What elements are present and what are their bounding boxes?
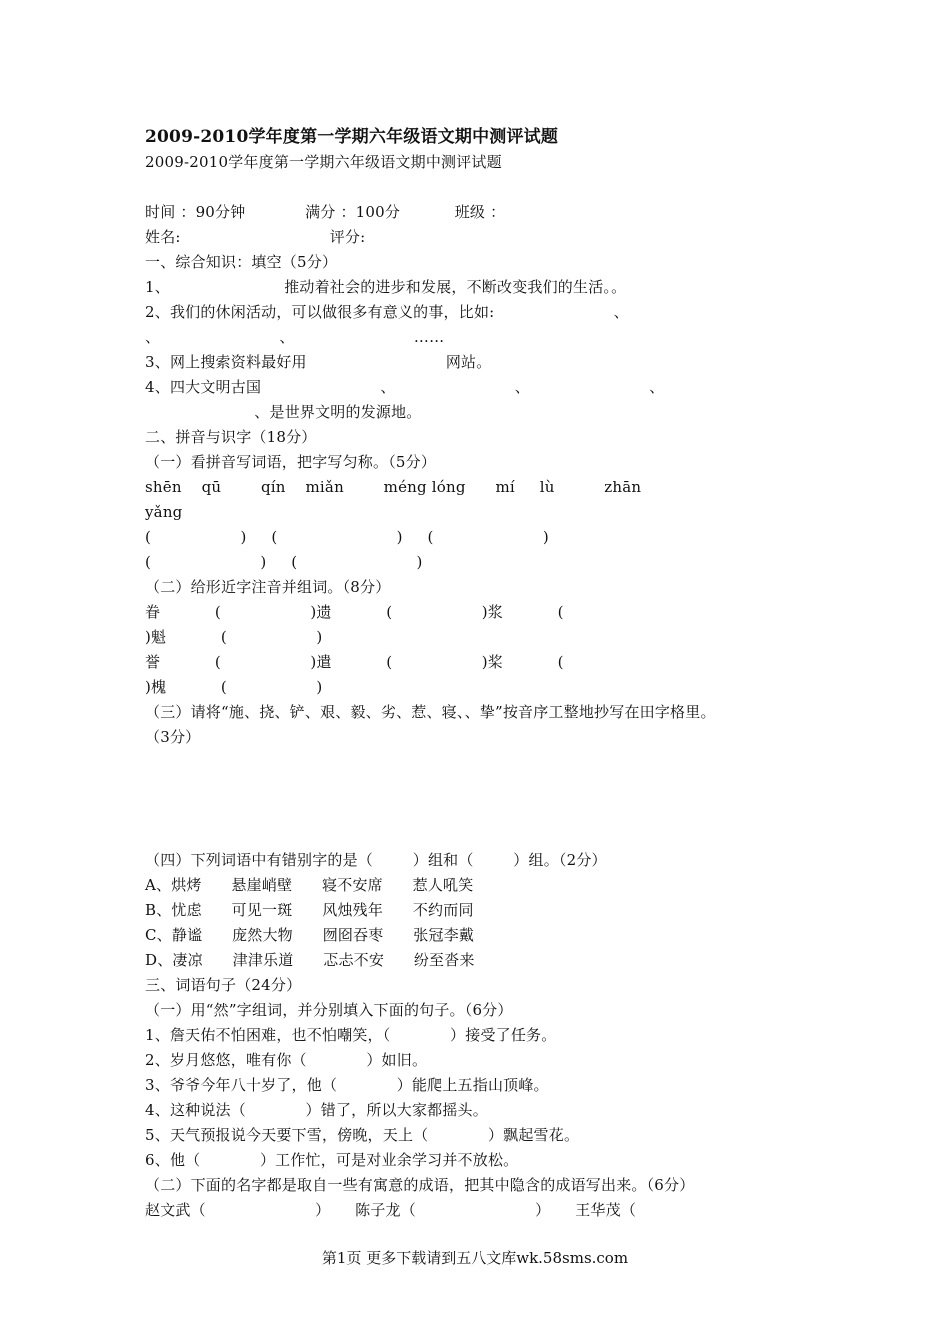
subsection-heading: （一）用“然”字组词，并分别填入下面的句子。（6分）: [145, 1001, 513, 1019]
question-line: 眷 ( )遗 ( )浆 (: [145, 603, 564, 621]
question-line: 3、爷爷今年八十岁了，他（ ）能爬上五指山顶峰。: [145, 1076, 549, 1094]
question-line: 1、 推动着社会的进步和发展，不断改变我们的生活。。: [145, 278, 627, 296]
question-line: 2、我们的休闲活动，可以做很多有意义的事，比如: 、: [145, 303, 629, 321]
question-line: )魁 ( ): [145, 628, 323, 646]
question-line: 1、詹天佑不怕困难，也不怕嘲笑，（ ）接受了任务。: [145, 1026, 557, 1044]
subsection-heading: （二）下面的名字都是取自一些有寓意的成语，把其中隐含的成语写出来。（6分）: [145, 1176, 695, 1194]
question-line: 誉 ( )遣 ( )桨 (: [145, 653, 564, 671]
question-line: 、 、 ……: [145, 328, 445, 346]
section-heading: 一、综合知识：填空（5分）: [145, 253, 338, 271]
section-heading: 三、词语句子（24分）: [145, 976, 302, 994]
question-line: 赵文武（ ） 陈子龙（ ） 王华茂（: [145, 1201, 637, 1219]
choice-line: D、凄凉 津津乐道 忑忐不安 纷至沓来: [145, 951, 475, 969]
subsection-heading: （一）看拼音写词语，把字写匀称。（5分）: [145, 453, 437, 471]
question-line: 2、岁月悠悠，唯有你（ ）如旧。: [145, 1051, 428, 1069]
question-line: 3、网上搜索资料最好用 网站。: [145, 353, 492, 371]
question-line: )槐 ( ): [145, 678, 323, 696]
choice-line: C、静谧 庞然大物 囫囵吞枣 张冠李戴: [145, 926, 475, 944]
exam-info-line: 时间 ：90分钟 满分 ：100分 班级 ：: [145, 203, 506, 221]
answer-blanks-line: ( ) ( ): [145, 553, 423, 571]
question-line: 4、这种说法（ ）错了，所以大家都摇头。: [145, 1101, 488, 1119]
answer-blanks-line: ( ) ( ) ( ): [145, 528, 549, 546]
pinyin-line: yǎng: [145, 503, 183, 521]
question-line: 6、他（ ）工作忙，可是对业余学习并不放松。: [145, 1151, 519, 1169]
question-line: 5、天气预报说今天要下雪，傍晚，天上（ ）飘起雪花。: [145, 1126, 580, 1144]
page-footer: 第1页 更多下载请到五八文库wk.58sms.com: [321, 1249, 629, 1267]
choice-line: A、烘烤 悬崖峭壁 寝不安席 惹人吼笑: [145, 876, 474, 894]
subsection-heading: （三）请将“施、挠、铲、艰、毅、劣、惹、寝、、挚”按音序工整地抄写在田字格里。: [145, 703, 716, 721]
section-heading: 二、拼音与识字（18分）: [145, 428, 317, 446]
doc-subtitle: 2009-2010学年度第一学期六年级语文期中测评试题: [145, 153, 502, 171]
subsection-heading: （二）给形近字注音并组词。（8分）: [145, 578, 391, 596]
subsection-heading: （3分）: [145, 728, 201, 746]
name-score-line: 姓名: 评分:: [145, 228, 366, 246]
pinyin-line: shēn qū qín miǎn méng lóng mí lù zhān: [145, 478, 642, 496]
choice-line: B、忧虑 可见一斑 风烛残年 不约而同: [145, 901, 474, 919]
subsection-heading: （四）下列词语中有错别字的是（ ）组和（ ）组。（2分）: [145, 851, 607, 869]
question-line: 、是世界文明的发源地。: [145, 403, 422, 421]
doc-title: 2009-2010学年度第一学期六年级语文期中测评试题: [145, 127, 559, 147]
question-line: 4、四大文明古国 、 、 、: [145, 378, 665, 396]
